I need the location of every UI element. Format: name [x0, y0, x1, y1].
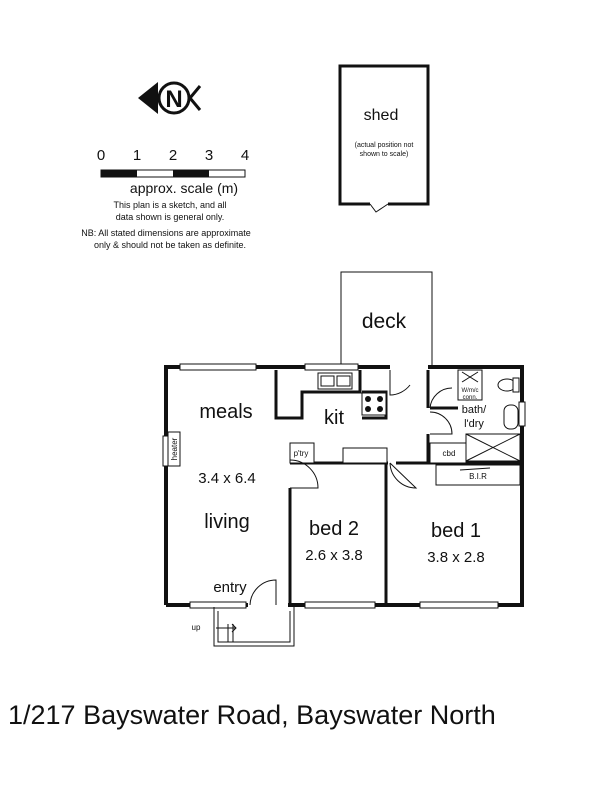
pantry [290, 443, 387, 463]
cooktop-icon [362, 393, 386, 415]
wm-conn-label: W/m/c [461, 388, 479, 394]
shed [340, 66, 428, 212]
sketch-note: This plan is a sketch, and all [113, 200, 227, 210]
built-in-robe [436, 465, 520, 485]
living-dims: 3.4 x 6.4 [198, 470, 256, 487]
compass-letter: N [165, 86, 183, 113]
toilet-icon [498, 378, 519, 392]
pantry-label: p'try [293, 449, 309, 458]
shed-label: shed [363, 107, 399, 124]
disclaimer-note: NB: All stated dimensions are approximate [81, 228, 251, 238]
scale-tick-label: 3 [204, 147, 214, 164]
sketch-note: data shown is general only. [115, 212, 225, 222]
up-label: up [191, 623, 201, 632]
bath-label: bath/ [461, 404, 487, 416]
property-address: 1/217 Bayswater Road, Bayswater North [8, 700, 496, 730]
kit-label: kit [324, 407, 344, 429]
shed-note: (actual position not [354, 142, 414, 149]
bed1-label: bed 1 [430, 520, 482, 542]
scale-tick-label: 2 [168, 147, 178, 164]
heater-label: heater [170, 437, 179, 461]
scale-tick-label: 4 [240, 147, 250, 164]
bath-label: l'dry [464, 418, 484, 430]
scale-tick-label: 0 [96, 147, 106, 164]
kitchen-sink-icon [318, 373, 352, 389]
disclaimer-note: only & should not be taken as definite. [93, 240, 247, 250]
cbd-label: cbd [442, 449, 456, 458]
bir-label: B.I.R [469, 472, 487, 481]
scale-bar [81, 147, 251, 250]
north-compass-icon [138, 82, 200, 114]
shed-note: shown to scale) [359, 151, 409, 158]
wm-conn-label: conn. [462, 395, 478, 401]
heater [168, 432, 180, 466]
entry-steps [214, 607, 294, 646]
scale-caption: approx. scale (m) [129, 180, 239, 196]
bed2-dims: 2.6 x 3.8 [305, 547, 363, 564]
deck [341, 272, 432, 367]
entry-label: entry [213, 579, 247, 596]
bed2-label: bed 2 [308, 518, 360, 540]
deck-label: deck [361, 310, 407, 333]
meals-label: meals [199, 401, 253, 423]
scale-tick-label: 1 [132, 147, 142, 164]
bed1-dims: 3.8 x 2.8 [427, 549, 485, 566]
living-label: living [204, 511, 250, 533]
